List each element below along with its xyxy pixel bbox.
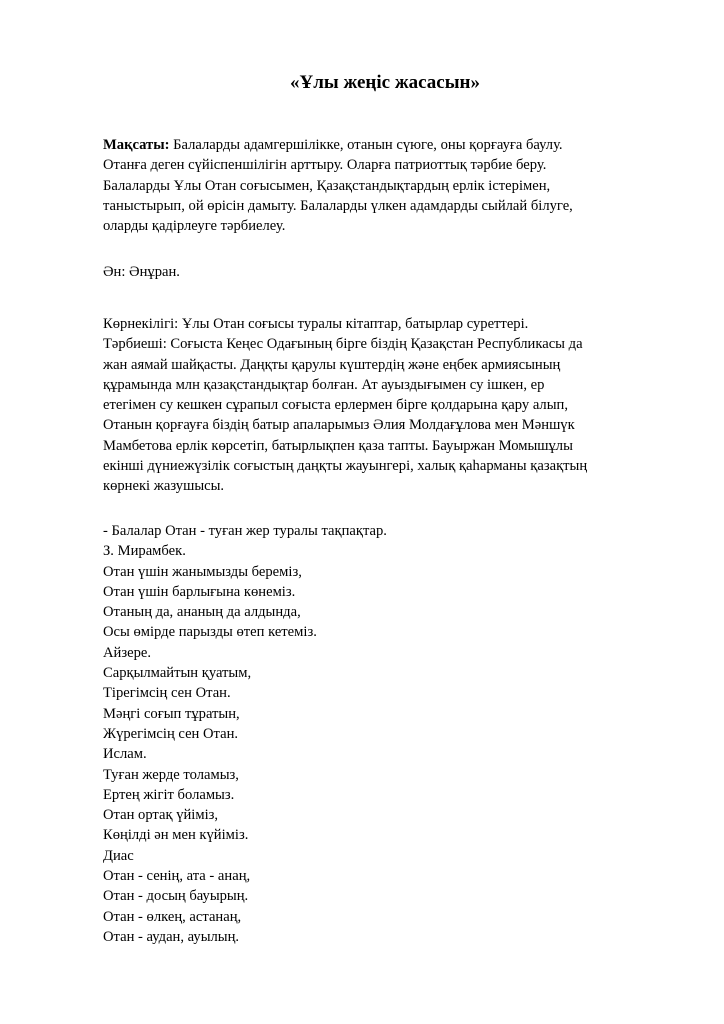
purpose-label: Мақсаты:	[103, 137, 170, 153]
paragraph-line: етегімен су кешкен сұрапыл соғыста ерлермен бірге қолдарына қару алып,	[103, 397, 568, 414]
visual-aids-section	[103, 314, 587, 497]
poem-line: Айзере.	[103, 644, 152, 661]
poem-line: Ислам.	[103, 746, 147, 763]
purpose-section	[103, 135, 573, 236]
purpose-line: таныстырып, ой өрісін дамыту. Балаларды үлкен адамдарды сыйлай білуге,	[103, 197, 573, 214]
paragraph-line: екінші дүниежүзілік соғыстың даңқты жауынгері, халық қаһарманы қазақтың	[103, 458, 588, 475]
paragraph-line: Мамбетова ерлік көрсетіп, батырлықпен қаза тапты. Бауыржан Момышұлы	[103, 437, 573, 454]
poem-line: Мәңгі соғып тұратын,	[103, 705, 240, 722]
purpose-line: оларды қадірлеуге тәрбиелеу.	[103, 218, 286, 235]
paragraph-line: жан аямай шайқасты. Даңқты қарулы күштердің және еңбек армиясының	[103, 356, 561, 373]
poem-line: Жүрегімсің сен Отан.	[103, 725, 239, 742]
poem-line: Отан үшін жанымызды береміз,	[103, 563, 302, 580]
poem-line: З. Мирамбек.	[103, 543, 186, 560]
poem-line: Тірегімсің сен Отан.	[103, 685, 231, 702]
poem-line: Сарқылмайтын қуатым,	[103, 665, 252, 682]
poem-line: Отан ортақ үйіміз,	[103, 807, 219, 824]
poem-line: Ертең жігіт боламыз.	[103, 786, 235, 803]
poem-line: Отан - сенің, ата - анаң,	[103, 868, 251, 885]
purpose-text: Балаларды адамгершілікке, отанын сүюге, оны қорғауға баулу.	[169, 137, 563, 153]
poems-section	[103, 521, 387, 947]
poem-line: Отаның да, ананың да алдында,	[103, 604, 301, 621]
song-line: Ән: Әнұран.	[103, 264, 180, 280]
poem-line: Туған жерде толамыз,	[103, 766, 239, 783]
poem-line: Көңілді ән мен күйіміз.	[103, 827, 249, 844]
poem-line: Отан үшін барлығына көнеміз.	[103, 583, 296, 600]
purpose-line: Отанға деген сүйіспеншілігін арттыру. Оларға патриоттық тәрбие беру.	[103, 157, 547, 174]
document-title: «Ұлы жеңіс жасасын»	[290, 72, 480, 93]
paragraph-line: көрнекі жазушысы.	[103, 478, 225, 495]
poem-line: Осы өмірде парызды өтеп кетеміз.	[103, 624, 317, 641]
paragraph-line: Тәрбиеші: Соғыста Кеңес Одағының бірге біздің Қазақстан Республикасы да	[103, 336, 583, 353]
poem-line: Диас	[103, 847, 134, 864]
purpose-line	[103, 135, 573, 155]
song-section	[103, 262, 180, 282]
paragraph-line: Көрнекілігі: Ұлы Отан соғысы туралы кітаптар, батырлар суреттері.	[103, 316, 529, 332]
paragraph-line: құрамында млн қазақстандықтар болған. Ат ауыздығымен су ішкен, ер	[103, 376, 545, 393]
poem-line: Отан - өлкең, астанаң,	[103, 908, 242, 925]
paragraph-line: Отанын қорғауға біздің батыр апаларымыз Әлия Молдағұлова мен Мәншүк	[103, 417, 575, 434]
poem-line: Отан - досың бауырың.	[103, 888, 249, 905]
purpose-line: Балаларды Ұлы Отан соғысымен, Қазақстандықтардың ерлік істерімен,	[103, 177, 551, 194]
poem-line: Отан - аудан, ауылың.	[103, 928, 240, 945]
poem-line: - Балалар Отан - туған жер туралы тақпақтар.	[103, 523, 387, 539]
